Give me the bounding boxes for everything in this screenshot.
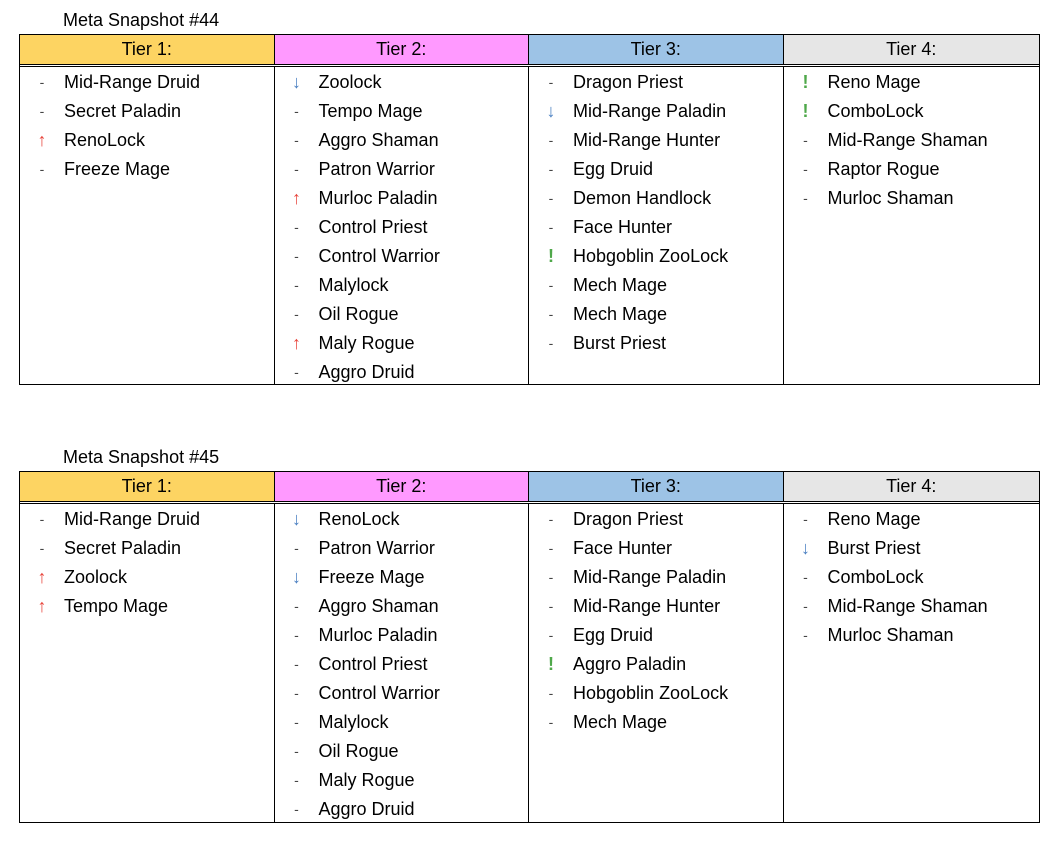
trend-unchanged-icon: - [548,277,554,293]
deck-row [529,563,783,592]
deck-name: Mid-Range Shaman [827,130,988,150]
deck-row [275,358,529,387]
deck-row [275,505,529,534]
trend-unchanged-icon: - [294,801,299,817]
snapshot-44 [19,8,1040,382]
trend-unchanged-icon: - [803,598,808,614]
trend-unchanged-icon: - [294,277,299,293]
deck-row [529,213,783,242]
deck-name: Aggro Shaman [318,130,439,150]
snapshot-title: Meta Snapshot #44 [63,10,220,30]
tier-3-header: Tier 3: [529,472,784,501]
deck-row [20,505,274,534]
trend-new-icon: ! [548,654,554,674]
deck-row [275,650,529,679]
deck-row [529,271,783,300]
deck-name: ComboLock [827,101,924,121]
trend-unchanged-icon: - [39,511,45,527]
deck-row [20,155,274,184]
deck-row [20,97,274,126]
trend-down-icon: ↓ [292,72,301,92]
deck-name: Egg Druid [573,159,654,179]
deck-name: Maly Rogue [318,770,415,790]
tier-4-header: Tier 4: [784,35,1040,64]
trend-up-icon: ↑ [37,567,47,587]
tier-1-header: Tier 1: [20,35,275,64]
trend-unchanged-icon: - [294,103,299,119]
deck-name: Control Priest [318,654,428,674]
trend-unchanged-icon: - [294,656,299,672]
deck-row [20,592,274,621]
deck-row [275,300,529,329]
trend-down-icon: ↓ [546,101,556,121]
deck-name: Control Warrior [318,246,440,266]
deck-name: RenoLock [64,130,146,150]
deck-row [784,126,1040,155]
deck-name: Zoolock [318,72,382,92]
tier-2-header: Tier 2: [275,472,530,501]
trend-new-icon: ! [802,101,809,121]
deck-row [275,708,529,737]
deck-row [20,68,274,97]
trend-unchanged-icon: - [548,161,554,177]
snapshot-title: Meta Snapshot #45 [63,447,220,467]
deck-name: Mid-Range Druid [64,72,201,92]
deck-row [529,708,783,737]
deck-row [275,795,529,824]
deck-row [275,97,529,126]
trend-unchanged-icon: - [803,569,808,585]
deck-row [529,242,783,271]
deck-row [275,68,529,97]
trend-up-icon: ↑ [37,596,47,616]
tier-body-row [20,67,1039,384]
deck-name: Face Hunter [573,217,673,237]
deck-name: Secret Paladin [64,538,182,558]
deck-row [275,213,529,242]
tier-3-header: Tier 3: [529,35,784,64]
tier-1-column [20,504,275,822]
tier-2-column [275,504,530,822]
deck-row [275,155,529,184]
deck-name: Mid-Range Hunter [573,596,721,616]
deck-name: Dragon Priest [573,72,684,92]
deck-name: Zoolock [64,567,128,587]
deck-name: Aggro Druid [318,362,415,382]
deck-name: Freeze Mage [64,159,171,179]
tier-3-column [529,67,784,384]
deck-name: Murloc Shaman [827,625,954,645]
deck-name: Aggro Druid [318,799,415,819]
trend-unchanged-icon: - [294,161,299,177]
deck-name: Dragon Priest [573,509,684,529]
deck-name: Mid-Range Shaman [827,596,988,616]
trend-up-icon: ↑ [37,130,47,150]
deck-name: Malylock [318,275,389,295]
deck-name: Hobgoblin ZooLock [573,246,729,266]
deck-row [275,563,529,592]
deck-name: Egg Druid [573,625,654,645]
deck-row [529,184,783,213]
deck-name: Burst Priest [573,333,667,353]
deck-name: Secret Paladin [64,101,182,121]
trend-unchanged-icon: - [294,598,299,614]
deck-row [275,737,529,766]
deck-name: Mech Mage [573,275,668,295]
trend-unchanged-icon: - [294,685,299,701]
deck-name: Oil Rogue [318,304,399,324]
deck-row [529,300,783,329]
deck-row [529,621,783,650]
deck-name: ComboLock [827,567,924,587]
deck-row [784,97,1040,126]
deck-name: Mech Mage [573,304,668,324]
tier-3-column [529,504,784,822]
deck-row [529,126,783,155]
trend-unchanged-icon: - [548,714,554,730]
deck-name: RenoLock [318,509,400,529]
trend-unchanged-icon: - [39,161,45,177]
trend-unchanged-icon: - [548,74,554,90]
deck-name: Maly Rogue [318,333,415,353]
deck-row [784,534,1040,563]
deck-row [529,155,783,184]
trend-unchanged-icon: - [294,132,299,148]
deck-name: Aggro Paladin [573,654,687,674]
trend-unchanged-icon: - [548,511,554,527]
tier-table [19,34,1040,385]
trend-unchanged-icon: - [294,219,299,235]
deck-row [784,592,1040,621]
tier-2-column [275,67,530,384]
deck-row [784,621,1040,650]
trend-down-icon: ↓ [292,509,301,529]
trend-unchanged-icon: - [39,103,45,119]
trend-unchanged-icon: - [548,132,554,148]
deck-name: Patron Warrior [318,159,435,179]
deck-row [784,68,1040,97]
deck-name: Burst Priest [827,538,921,558]
trend-unchanged-icon: - [294,627,299,643]
tier-4-column [784,67,1040,384]
tier-4-header: Tier 4: [784,472,1040,501]
deck-row [275,679,529,708]
deck-name: Aggro Shaman [318,596,439,616]
trend-unchanged-icon: - [294,743,299,759]
deck-row [275,766,529,795]
deck-name: Raptor Rogue [827,159,940,179]
trend-unchanged-icon: - [803,161,808,177]
deck-row [275,271,529,300]
deck-row [20,126,274,155]
deck-name: Mech Mage [573,712,668,732]
trend-unchanged-icon: - [803,190,808,206]
deck-row [20,563,274,592]
deck-row [529,534,783,563]
trend-unchanged-icon: - [294,248,299,264]
deck-name: Reno Mage [827,72,921,92]
trend-unchanged-icon: - [548,335,554,351]
tier-1-column [20,67,275,384]
deck-name: Reno Mage [827,509,921,529]
deck-row [275,242,529,271]
trend-unchanged-icon: - [39,74,45,90]
deck-name: Murloc Paladin [318,625,438,645]
tier-header-row [20,472,1039,504]
trend-unchanged-icon: - [548,190,554,206]
deck-row [20,534,274,563]
trend-unchanged-icon: - [548,540,554,556]
deck-name: Control Priest [318,217,428,237]
deck-name: Demon Handlock [573,188,712,208]
deck-name: Mid-Range Druid [64,509,201,529]
trend-unchanged-icon: - [294,306,299,322]
tier-header-row [20,35,1039,67]
deck-row [529,68,783,97]
deck-name: Patron Warrior [318,538,435,558]
deck-row [529,329,783,358]
trend-unchanged-icon: - [294,364,299,380]
deck-row [529,650,783,679]
trend-unchanged-icon: - [803,132,808,148]
tier-table [19,471,1040,823]
deck-row [784,563,1040,592]
deck-row [275,126,529,155]
trend-unchanged-icon: - [548,219,554,235]
deck-name: Freeze Mage [318,567,425,587]
trend-unchanged-icon: - [294,772,299,788]
trend-unchanged-icon: - [548,598,554,614]
deck-row [529,679,783,708]
deck-name: Mid-Range Paladin [573,567,727,587]
trend-up-icon: ↑ [292,188,301,208]
trend-unchanged-icon: - [548,569,554,585]
trend-unchanged-icon: - [39,540,45,556]
snapshot-45 [19,445,1040,819]
trend-unchanged-icon: - [548,306,554,322]
deck-name: Mid-Range Hunter [573,130,721,150]
deck-row [529,505,783,534]
trend-new-icon: ! [802,72,809,92]
deck-row [275,621,529,650]
deck-row [275,184,529,213]
deck-name: Murloc Paladin [318,188,438,208]
tier-4-column [784,504,1040,822]
deck-row [784,184,1040,213]
trend-down-icon: ↓ [801,538,810,558]
trend-unchanged-icon: - [548,685,554,701]
trend-unchanged-icon: - [803,627,808,643]
deck-name: Mid-Range Paladin [573,101,727,121]
trend-unchanged-icon: - [548,627,554,643]
deck-name: Murloc Shaman [827,188,954,208]
deck-row [275,329,529,358]
trend-unchanged-icon: - [294,714,299,730]
deck-name: Oil Rogue [318,741,399,761]
deck-name: Tempo Mage [64,596,169,616]
trend-unchanged-icon: - [803,511,808,527]
deck-row [784,505,1040,534]
trend-new-icon: ! [548,246,554,266]
deck-name: Malylock [318,712,389,732]
deck-name: Tempo Mage [318,101,423,121]
deck-name: Face Hunter [573,538,673,558]
trend-unchanged-icon: - [294,540,299,556]
deck-row [784,155,1040,184]
deck-row [275,534,529,563]
deck-row [275,592,529,621]
deck-row [529,97,783,126]
deck-name: Control Warrior [318,683,440,703]
tier-body-row [20,504,1039,822]
tier-2-header: Tier 2: [275,35,530,64]
deck-row [529,592,783,621]
tier-1-header: Tier 1: [20,472,275,501]
deck-name: Hobgoblin ZooLock [573,683,729,703]
trend-down-icon: ↓ [292,567,301,587]
trend-up-icon: ↑ [292,333,301,353]
